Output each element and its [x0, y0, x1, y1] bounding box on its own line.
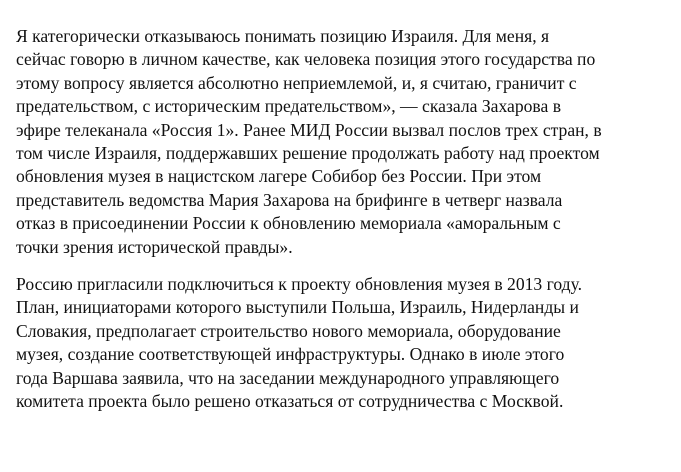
- text-line: этому вопросу является абсолютно неприемлемой, и, я считаю, граничит с: [16, 72, 577, 93]
- text-line: комитета проекта было решено отказаться от сотрудничества с Москвой.: [16, 391, 564, 412]
- text-line: Словакия, предполагает строительство нового мемориала, оборудование: [16, 320, 561, 341]
- text-line: План, инициаторами которого выступили Польша, Израиль, Нидерланды и: [16, 297, 579, 318]
- text-line: отказ в присоединении России к обновлению мемориала «аморальным с: [16, 213, 561, 234]
- text-line: Россию пригласили подключиться к проекту обновления музея в 2013 году.: [16, 274, 583, 295]
- text-line: сейчас говорю в личном качестве, как человека позиция этого государства по: [16, 49, 596, 70]
- text-line: представитель ведомства Мария Захарова на брифинге в четверг назвала: [16, 189, 563, 210]
- paragraph-1: [16, 25, 676, 259]
- text-line: музея, создание соответствующей инфраструктуры. Однако в июле этого: [16, 344, 565, 365]
- text-line: точки зрения исторической правды».: [16, 236, 293, 257]
- text-line: эфире телеканала «Россия 1». Ранее МИД России вызвал послов трех стран, в: [16, 119, 602, 140]
- text-line: том числе Израиля, поддержавших решение продолжать работу над проектом: [16, 143, 600, 164]
- paragraph-2: [16, 273, 676, 413]
- text-line: Я категорически отказываюсь понимать позицию Израиля. Для меня, я: [16, 26, 550, 46]
- text-line: обновления музея в нацистском лагере Собибор без России. При этом: [16, 166, 542, 187]
- article-body: [16, 25, 676, 414]
- text-line: года Варшава заявила, что на заседании международного управляющего: [16, 367, 560, 388]
- text-line: предательством, с историческим предательством», — сказала Захарова в: [16, 96, 562, 117]
